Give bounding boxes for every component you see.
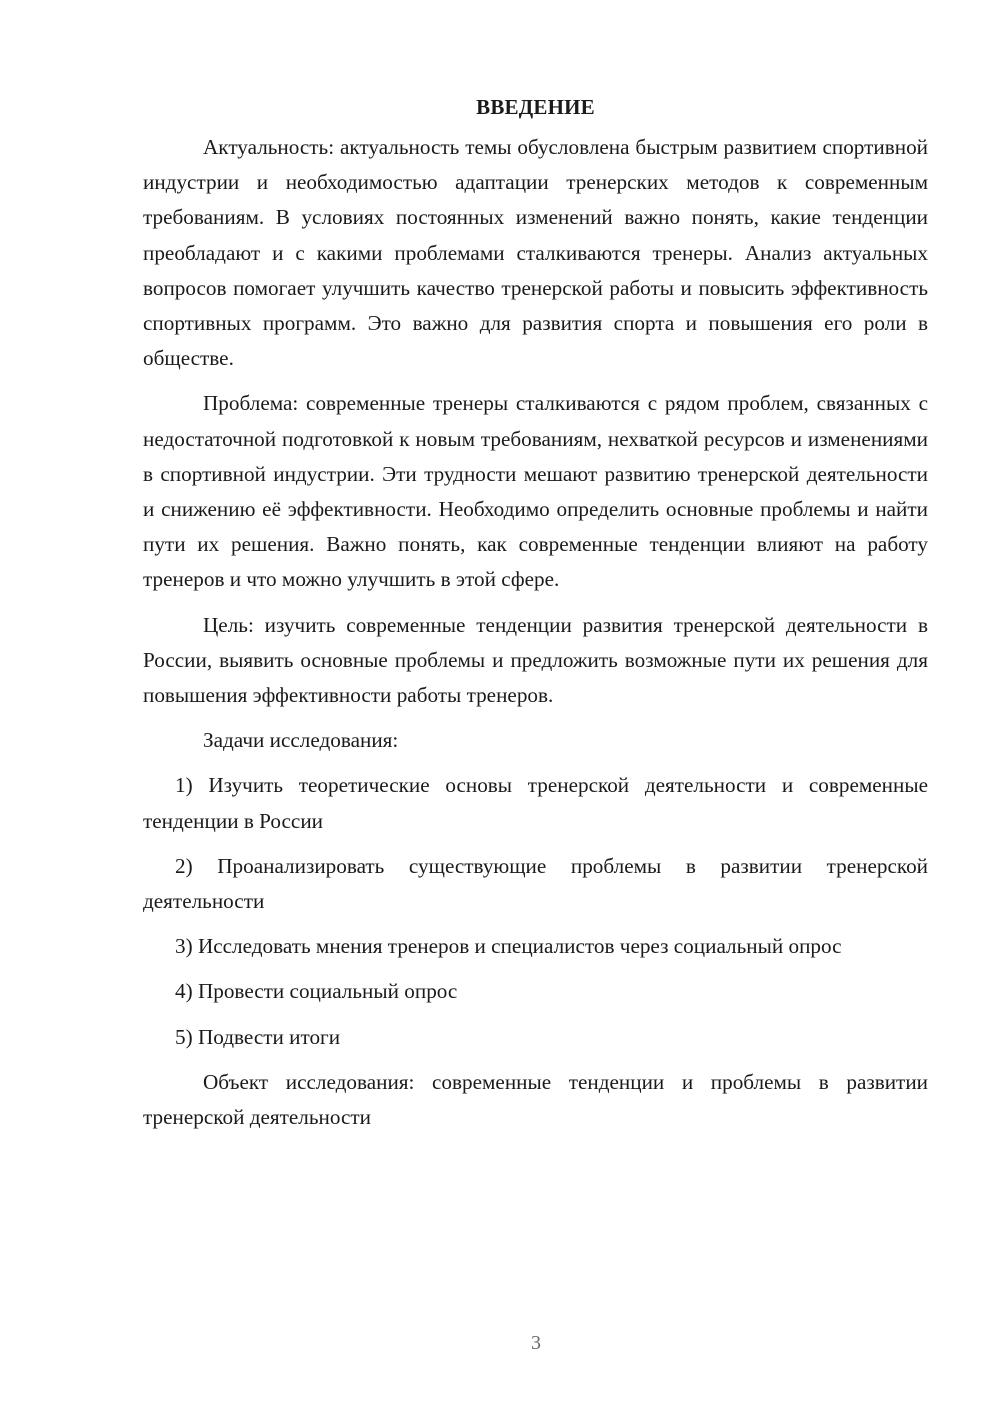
document-page xyxy=(143,90,928,1145)
page-number: 3 xyxy=(531,1332,541,1354)
task-item-3: 3) Исследовать мнения тренеров и специалистов через социальный опрос xyxy=(175,934,842,959)
goal-paragraph: Цель: изучить современные тенденции развития тренерской деятельности в России, выявить основные проблемы и предложить возможные пути их решения для повышения эффективности работы тренеров. xyxy=(143,612,928,708)
task-item-2: 2) Проанализировать существующие проблемы в развитии тренерской деятельности xyxy=(143,853,928,914)
task-item-5: 5) Подвести итоги xyxy=(175,1024,341,1049)
page-title: ВВЕДЕНИЕ xyxy=(476,95,595,119)
tasks-heading: Задачи исследования: xyxy=(203,728,399,753)
task-item-4: 4) Провести социальный опрос xyxy=(175,979,458,1004)
relevance-paragraph: Актуальность: актуальность темы обусловлена быстрым развитием спортивной индустрии и необходимостью адаптации тренерских методов к современным требованиям. В условиях постоянных изменений важно понять, какие тенденции преобладают и с какими проблемами сталкиваются тренеры. Анализ актуальных вопросов помогает улучшить качество тренерской работы и повысить эффективность спортивных программ. Это важно для развития спорта и повышения его роли в обществе. xyxy=(143,135,928,371)
task-item-1: 1) Изучить теоретические основы тренерской деятельности и современные тенденции в России xyxy=(143,773,928,833)
object-paragraph: Объект исследования: современные тенденции и проблемы в развитии тренерской деятельности xyxy=(143,1069,928,1130)
problem-paragraph: Проблема: современные тренеры сталкиваются с рядом проблем, связанных с недостаточной подготовкой к новым требованиям, нехваткой ресурсов и изменениями в спортивной индустрии. Эти трудности мешают развитию тренерской деятельности и снижению её эффективности. Необходимо определить основные проблемы и найти пути их решения. Важно понять, как современные тенденции влияют на работу тренеров и что можно улучшить в этой сфере. xyxy=(143,391,928,592)
